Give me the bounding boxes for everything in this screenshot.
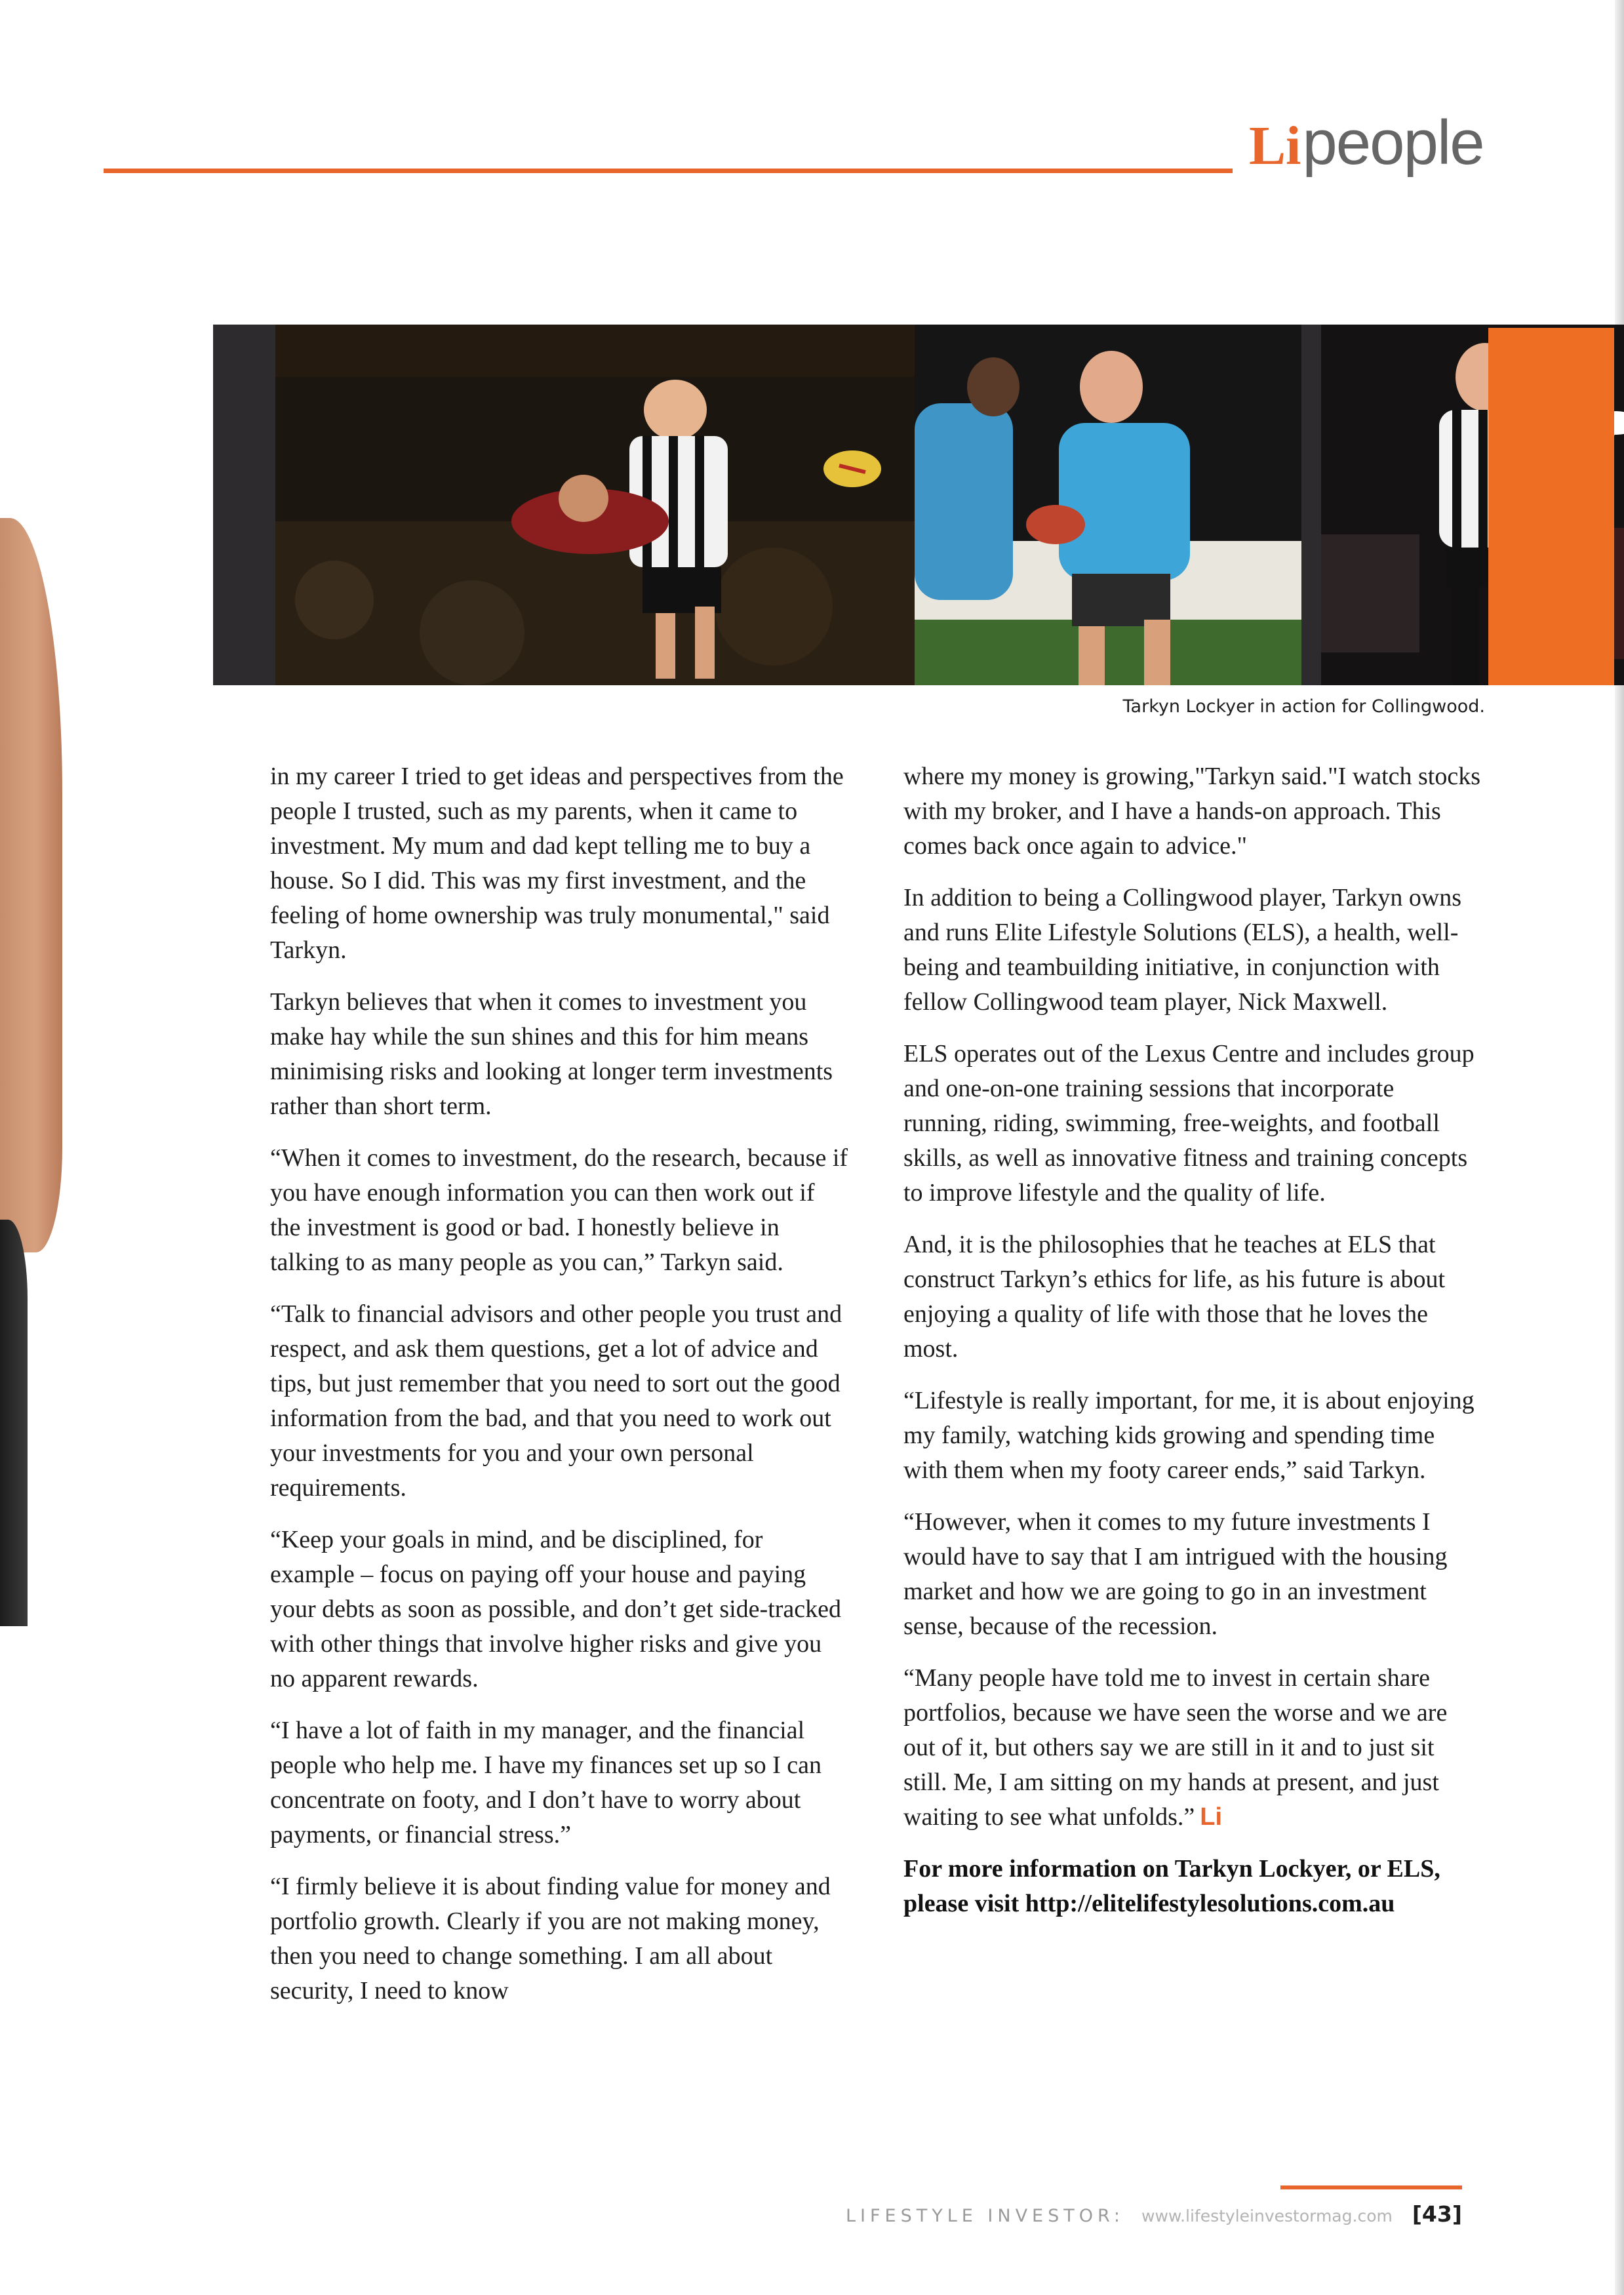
football-training-photo xyxy=(915,325,1301,685)
page-number: [43] xyxy=(1412,2201,1462,2227)
page-footer xyxy=(846,2201,1495,2227)
paragraph: “However, when it comes to my future investments I would have to say that I am intrigued with the housing market and how we are going to go in an investment sense, because of the recession. xyxy=(903,1508,1448,1640)
orange-accent-block xyxy=(1488,328,1614,685)
paragraph: where my money is growing,"Tarkyn said."I watch stocks with my broker, and I have a hands-on approach. This comes back once again to advice." xyxy=(903,763,1481,860)
paragraph: “When it comes to investment, do the research, because if you have enough information you can then work out if the investment is good or bad. I honestly believe in talking to as many people as you can,” Tarkyn said. xyxy=(270,1144,848,1276)
football-mark-photo xyxy=(275,325,915,685)
paragraph: “Lifestyle is really important, for me, it is about enjoying my family, watching kids growing and spending time with them when my footy career ends,” said Tarkyn. xyxy=(903,1387,1475,1484)
section-header xyxy=(1249,108,1484,190)
article-column-left xyxy=(270,759,850,2026)
paragraph: in my career I tried to get ideas and perspectives from the people I trusted, such as my parents, when it came to investment. My mum and dad kept telling me to buy a house. So I did. This was my first investment, and the feeling of home ownership was truly monumental," said Tarkyn. xyxy=(270,763,844,964)
paragraph: “Talk to financial advisors and other people you trust and respect, and ask them questions, get a lot of advice and tips, but just remember that you need to sort out the good information from the bad, and that you need to work out your investments for you and your own personal requirements. xyxy=(270,1300,842,1502)
li-logo-icon: Li xyxy=(1249,115,1301,176)
footer-rule xyxy=(1280,2185,1462,2189)
paragraph: ELS operates out of the Lexus Centre and includes group and one-on-one training sessions that incorporate running, riding, swimming, free-weights, and football skills, as well as innovative fitness and training concepts to improve lifestyle and the quality of life. xyxy=(903,1040,1475,1207)
model-torso-image xyxy=(0,1220,28,1626)
section-title: people xyxy=(1302,108,1484,178)
paragraph-text: “Many people have told me to invest in certain share portfolios, because we have seen the worse and we are out of it, but others say we are still in it and to just sit still. Me, I am sitting on my hands at present, and just waiting to see what unfolds.” xyxy=(903,1664,1448,1831)
article-column-right xyxy=(903,759,1484,1938)
final-paragraph xyxy=(903,1661,1484,1835)
paragraph: And, it is the philosophies that he teaches at ELS that construct Tarkyn’s ethics for life, as his future is about enjoying a quality of life with those that he loves the most. xyxy=(903,1231,1446,1363)
li-end-mark-icon: Li xyxy=(1200,1803,1223,1831)
more-info-text: For more information on Tarkyn Lockyer, or ELS, please visit http://elitelifestylesolutions.com.au xyxy=(903,1855,1440,1917)
publication-name: LIFESTYLE INVESTOR: xyxy=(846,2206,1125,2226)
header-rule xyxy=(104,169,1233,173)
model-arm-image xyxy=(0,518,62,1252)
footer-url-link[interactable]: www.lifestyleinvestormag.com xyxy=(1141,2206,1393,2225)
photo-caption: Tarkyn Lockyer in action for Collingwood. xyxy=(1122,696,1485,717)
photo-strip xyxy=(213,325,1488,685)
paragraph: Tarkyn believes that when it comes to investment you make hay while the sun shines and this for him means minimising risks and looking at longer term investments rather than short term. xyxy=(270,988,833,1120)
paragraph: In addition to being a Collingwood player, Tarkyn owns and runs Elite Lifestyle Solutions (ELS), a health, well-being and teambuilding initiative, in conjunction with fellow Collingwood team player, Nick Maxwell. xyxy=(903,884,1462,1016)
paragraph: “I firmly believe it is about finding value for money and portfolio growth. Clearly if you are not making money, then you need to change something. I am all about security, I need to know xyxy=(270,1873,831,2005)
paragraph: “I have a lot of faith in my manager, and the financial people who help me. I have my finances set up so I can concentrate on footy, and I don’t have to worry about payments, or financial stress.” xyxy=(270,1717,822,1848)
paragraph: “Keep your goals in mind, and be disciplined, for example – focus on paying off your house and paying your debts as soon as possible, and don’t get side-tracked with other things that involve higher risks and give you no apparent rewards. xyxy=(270,1526,842,1692)
